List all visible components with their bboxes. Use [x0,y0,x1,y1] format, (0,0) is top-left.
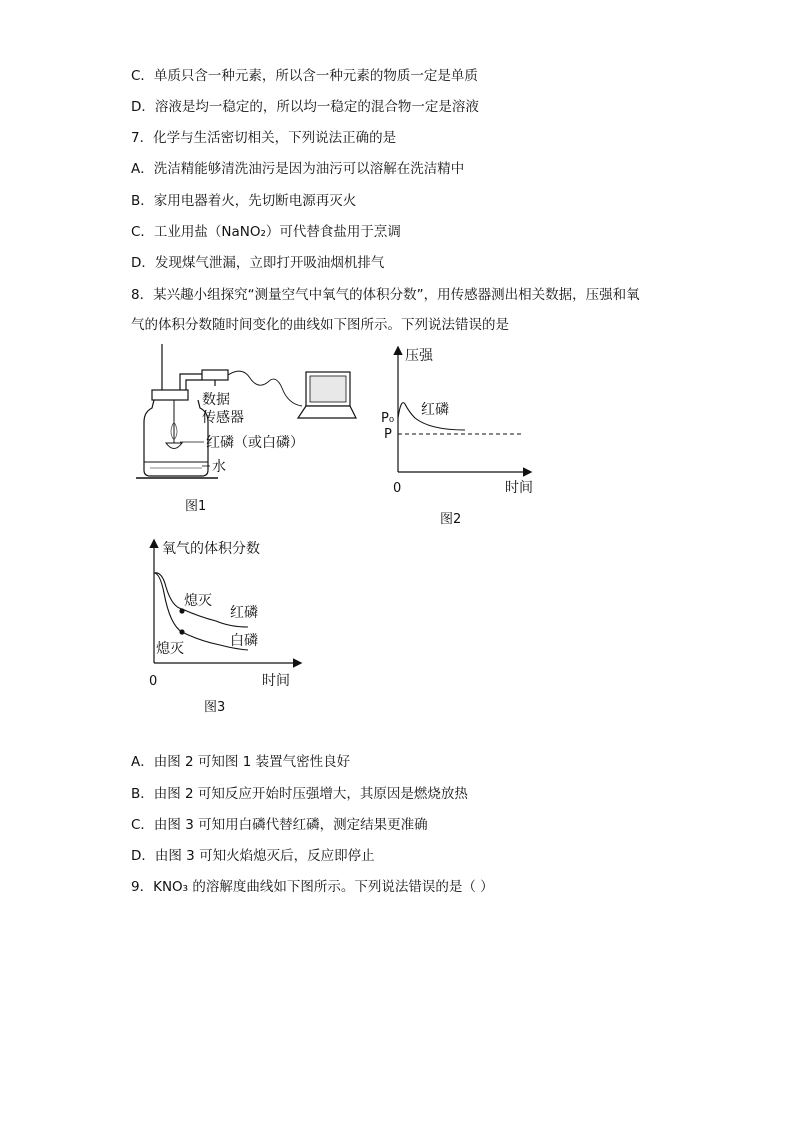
fig3-red-label: 红磷 [230,605,258,621]
water-label: 水 [212,459,226,475]
fig2-x-label: 时间 [505,480,533,496]
fig3-extinct-label-upper: 熄灭 [184,593,212,609]
fig3-origin: 0 [149,674,158,689]
figure-3-oxygen-chart [140,535,305,695]
figure-1-apparatus [130,338,370,488]
option-b-q7: B．家用电器着火，先切断电源再灭火 [131,193,357,209]
option-a-q8: A．由图 2 可知图 1 装置气密性良好 [131,754,351,770]
fig3-extinct-label-lower: 熄灭 [156,641,184,657]
figure-2-caption: 图2 [440,512,462,527]
question-9: 9．KNO₃ 的溶解度曲线如下图所示。下列说法错误的是（ ） [131,879,494,895]
fig2-y-label: 压强 [405,348,433,364]
fig3-extinct-point-white [179,629,184,634]
phosphorus-label: 红磷（或白磷） [206,435,304,451]
option-d-q8: D．由图 3 可知火焰熄灭后，反应即停止 [131,848,375,864]
fig2-origin: 0 [393,481,402,496]
figure-1-caption: 图1 [185,499,207,514]
option-a-q7: A．洗洁精能够清洗油污是因为油污可以溶解在洗洁精中 [131,161,465,177]
fig2-p0-label: P₀ [381,411,395,426]
option-c-q7: C．工业用盐（NaNO₂）可代替食盐用于烹调 [131,224,401,240]
question-8-line2: 气的体积分数随时间变化的曲线如下图所示。下列说法错误的是 [131,317,509,333]
option-b-q8: B．由图 2 可知反应开始时压强增大，其原因是燃烧放热 [131,786,468,802]
option-d-q7: D．发现煤气泄漏，立即打开吸油烟机排气 [131,255,385,271]
option-d-q6: D．溶液是均一稳定的，所以均一稳定的混合物一定是溶液 [131,99,479,115]
figure-2-pressure-chart [375,342,540,502]
option-c-q6: C．单质只含一种元素，所以含一种元素的物质一定是单质 [131,68,478,84]
sensor-label-2: 传感器 [202,410,244,426]
question-7: 7．化学与生活密切相关，下列说法正确的是 [131,130,397,146]
figure-3-caption: 图3 [204,700,226,715]
fig3-white-label: 白磷 [230,633,258,649]
question-8-line1: 8．某兴趣小组探究“测量空气中氧气的体积分数”，用传感器测出相关数据，压强和氧 [131,287,640,303]
sensor-label-1: 数据 [202,392,230,408]
fig3-x-label: 时间 [262,673,290,689]
option-c-q8: C．由图 3 可知用白磷代替红磷，测定结果更准确 [131,817,428,833]
fig3-extinct-point-red [179,608,184,613]
fig3-y-label: 氧气的体积分数 [162,541,260,557]
fig2-curve-label: 红磷 [421,402,449,418]
fig2-p-label: P [384,427,392,442]
